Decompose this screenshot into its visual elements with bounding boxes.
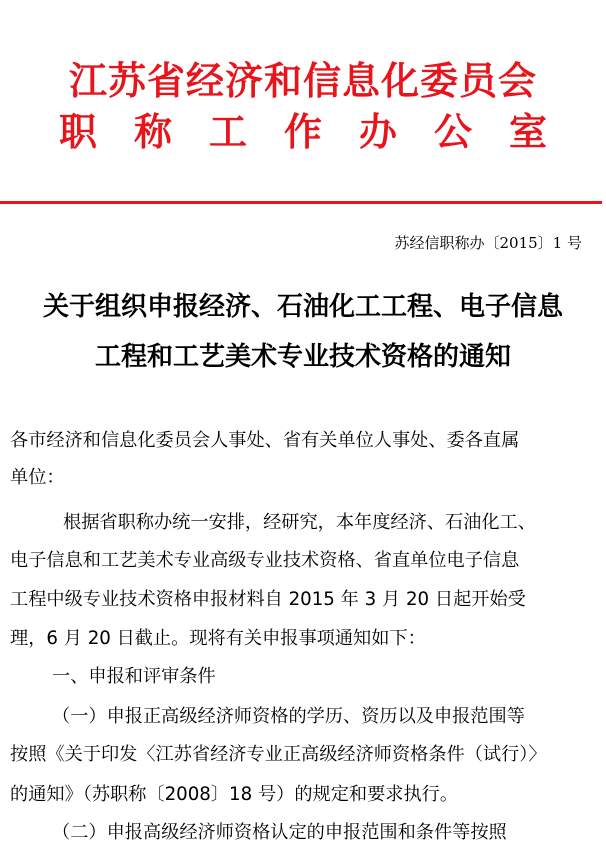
paragraph-line: 理，6 月 20 日截止。现将有关申报事项通知如下： <box>10 628 426 649</box>
document-number: 苏经信职称办〔2015〕1 号 <box>394 234 582 252</box>
paragraph-line: （一）申报正高级经济师资格的学历、资历以及申报范围等 <box>52 706 525 727</box>
addressee-line: 单位： <box>10 467 65 488</box>
paragraph-line: （二）申报高级经济师资格认定的申报范围和条件等按照 <box>52 822 507 843</box>
addressee-line: 各市经济和信息化委员会人事处、省有关单位人事处、委各直属 <box>10 430 520 451</box>
section-heading: 一、申报和评审条件 <box>52 666 216 687</box>
notice-title-line2: 工程和工艺美术专业技术资格的通知 <box>94 342 511 372</box>
notice-title-line1: 关于组织申报经济、石油化工工程、电子信息 <box>42 292 563 322</box>
paragraph-line: 工程中级专业技术资格申报材料自 2015 年 3 月 20 日起开始受 <box>10 589 526 610</box>
org-name-line2: 职称工作办公室 <box>58 110 584 154</box>
red-divider <box>0 201 602 204</box>
paragraph-line: 电子信息和工艺美术专业高级专业技术资格、省直单位电子信息 <box>10 550 520 571</box>
org-name-line1: 江苏省经济和信息化委员会 <box>68 59 537 103</box>
paragraph-line: 按照《关于印发〈江苏省经济专业正高级经济师资格条件（试行）〉 <box>10 744 547 765</box>
paragraph-line: 根据省职称办统一安排，经研究，本年度经济、石油化工、 <box>63 512 536 533</box>
paragraph-line: 的通知》（苏职称〔2008〕18 号）的规定和要求执行。 <box>10 784 459 805</box>
